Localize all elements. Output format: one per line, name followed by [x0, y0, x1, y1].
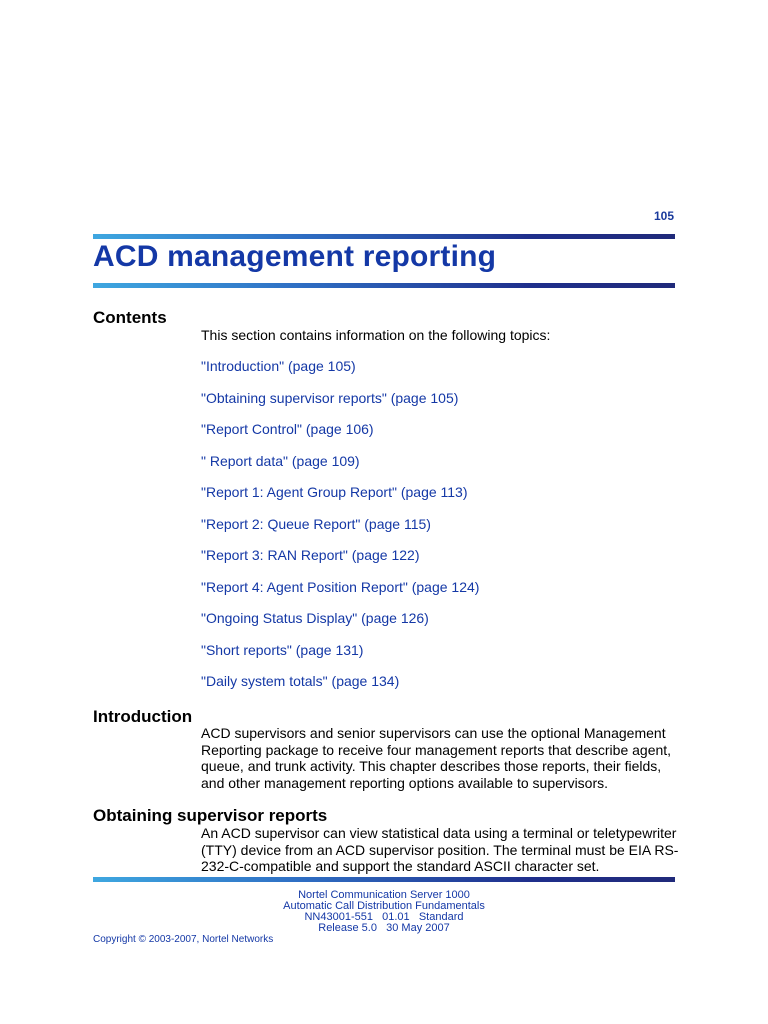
toc-link-short-reports[interactable]: "Short reports" (page 131) — [201, 641, 364, 658]
page-number: 105 — [653, 209, 674, 223]
toc-link-obtaining-supervisor-reports[interactable]: "Obtaining supervisor reports" (page 105) — [201, 389, 459, 406]
toc-link-report-4[interactable]: "Report 4: Agent Position Report" (page 124) — [201, 578, 480, 595]
toc-link-ongoing-status-display[interactable]: "Ongoing Status Display" (page 126) — [201, 610, 429, 626]
document-footer — [0, 890, 768, 934]
footer-doc-title: Automatic Call Distribution Fundamentals — [283, 900, 485, 912]
toc-link-introduction[interactable]: "Introduction" (page 105) — [201, 358, 356, 374]
toc-link-report-3[interactable]: "Report 3: RAN Report" (page 122) — [201, 547, 420, 563]
bottom-rule — [93, 877, 675, 882]
footer-product: Nortel Communication Server 1000 — [298, 889, 470, 901]
toc-link-report-control[interactable]: "Report Control" (page 106) — [201, 421, 374, 437]
contents-intro: This section contains information on the following topics: — [201, 327, 551, 343]
top-rule — [93, 234, 675, 239]
toc-link-report-2[interactable]: "Report 2: Queue Report" (page 115) — [201, 515, 431, 532]
contents-list — [201, 358, 479, 705]
footer-doc-number: NN43001-551 01.01 Standard — [304, 911, 464, 923]
contents-heading: Contents — [93, 308, 167, 327]
obtaining-text: An ACD supervisor can view statistical data using a terminal or teletypewriter (TTY) device from an ACD supervisor position. The terminal must be EIA RS-232-C-compatible and support the standard ASCII character set. — [201, 825, 679, 874]
toc-link-report-data[interactable]: " Report data" (page 109) — [201, 452, 360, 469]
toc-link-report-1[interactable]: "Report 1: Agent Group Report" (page 113) — [201, 484, 468, 500]
introduction-text: ACD supervisors and senior supervisors can use the optional Management Reporting package to receive four management reports that describe agent, queue, and trunk activity. This chapter describes those reports, their fields, and other management reporting options available to supervisors. — [201, 725, 672, 791]
introduction-heading: Introduction — [93, 707, 193, 726]
chapter-title: ACD management reporting — [93, 240, 497, 273]
toc-link-daily-system-totals[interactable]: "Daily system totals" (page 134) — [201, 673, 400, 689]
title-underline-rule — [93, 283, 675, 288]
footer-release: Release 5.0 30 May 2007 — [318, 922, 450, 934]
obtaining-heading: Obtaining supervisor reports — [93, 806, 328, 825]
copyright-notice: Copyright © 2003-2007, Nortel Networks — [93, 934, 274, 945]
